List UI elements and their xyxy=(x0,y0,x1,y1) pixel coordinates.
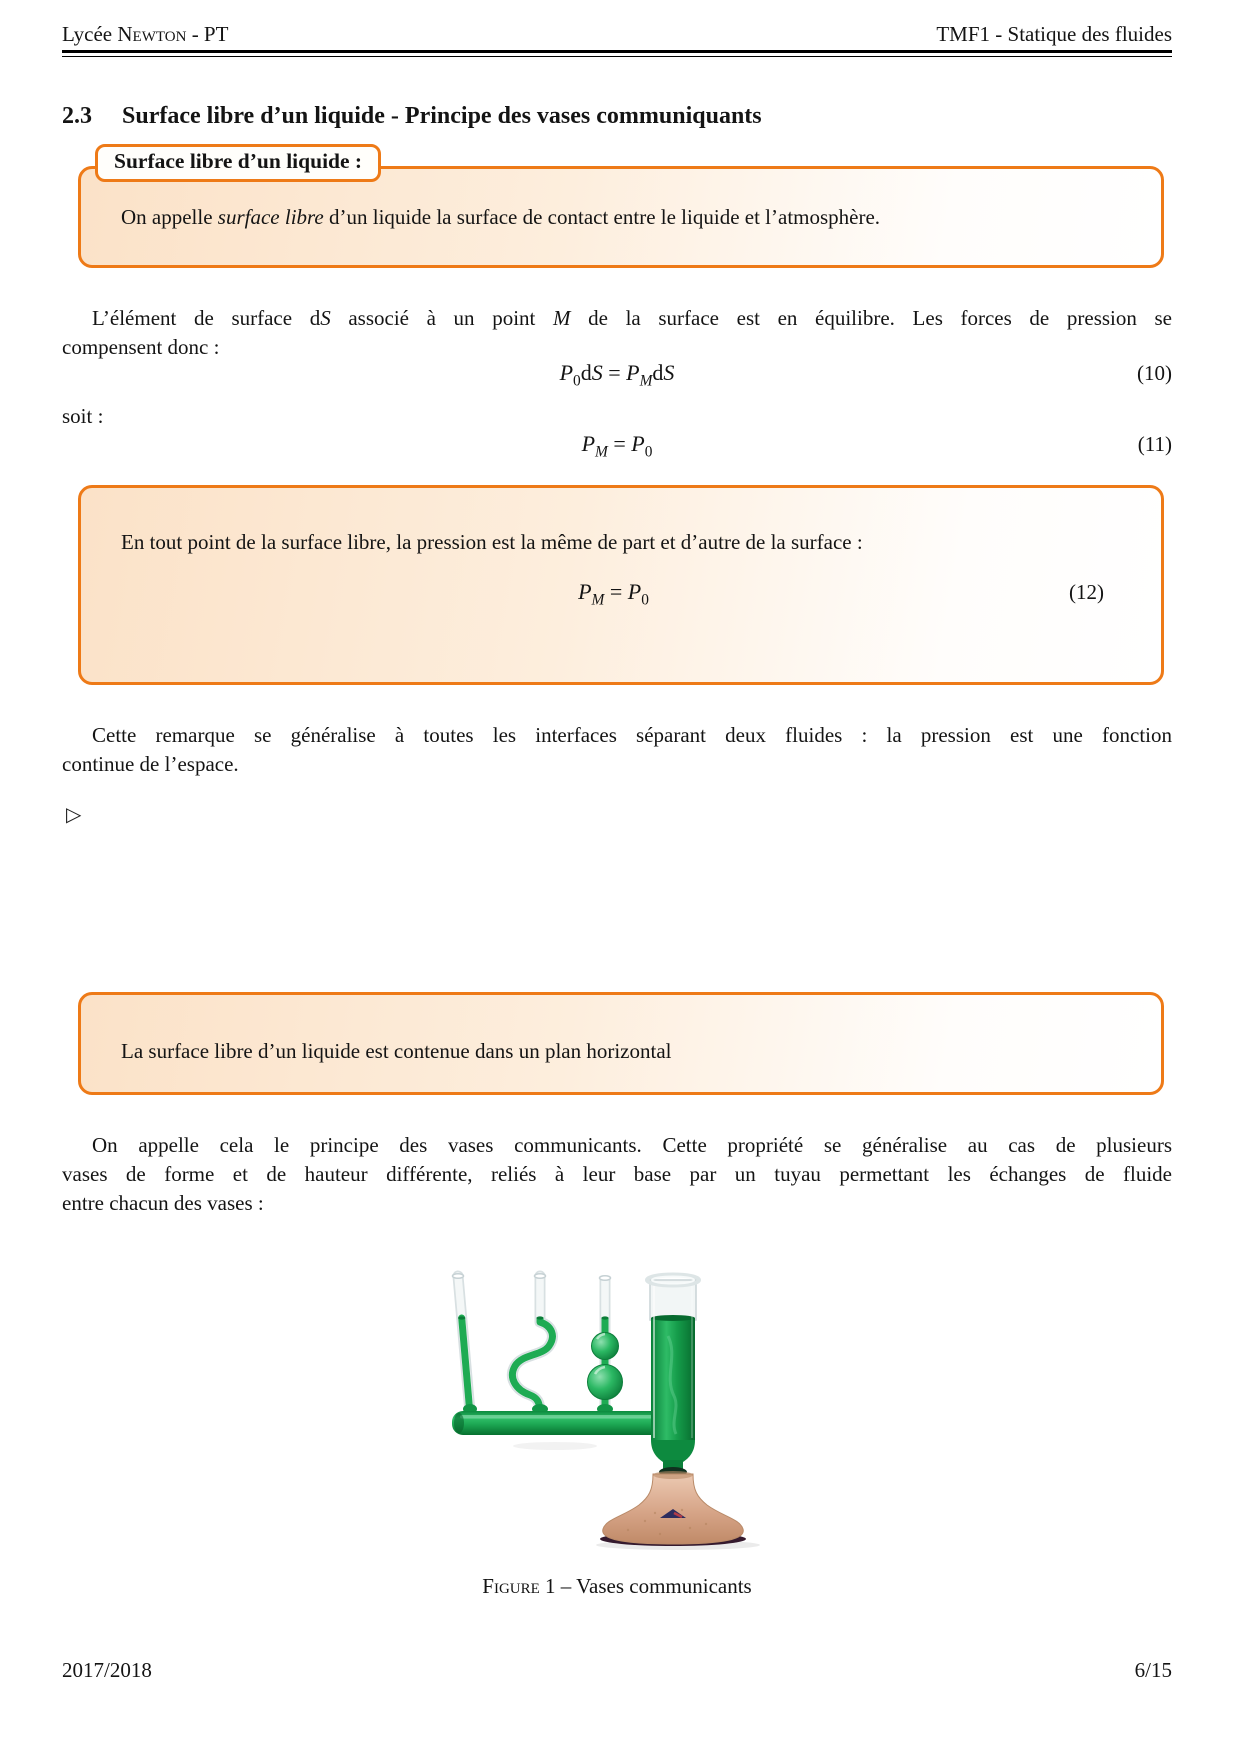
result-box xyxy=(78,485,1164,685)
tube-shadow xyxy=(513,1442,597,1450)
equation-12 xyxy=(121,579,1106,609)
section-heading xyxy=(62,103,1172,130)
header-rule-thin xyxy=(62,56,1172,57)
definition-text: On appelle surface libre d’un liquide la surface de contact entre le liquide et l’atmosphère. xyxy=(121,205,881,229)
equation-number: (12) xyxy=(1069,580,1104,604)
vases-communicants-figure xyxy=(450,1266,790,1551)
horizontal-plane-box xyxy=(78,992,1164,1095)
paragraph-line: vases de forme et de hauteur différente, reliés à leur base par un tuyau permettant les échanges de fluide xyxy=(62,1162,1172,1186)
section-title: Surface libre d’un liquide - Principe des vases communiquants xyxy=(122,103,762,129)
triangle-right-icon: ▷ xyxy=(66,802,82,826)
bulb-tube xyxy=(588,1276,623,1414)
header-course: TMF1 - Statique des fluides xyxy=(936,22,1172,46)
result-text: En tout point de la surface libre, la pression est la même de part et d’autre de la surface : xyxy=(121,530,863,554)
page-header xyxy=(62,22,1172,47)
paragraph-line: Cette remarque se généralise à toutes les interfaces séparant deux fluides : la pression est une fonction xyxy=(92,723,1172,747)
meniscus xyxy=(651,1315,695,1321)
definition-box-tab: Surface libre d’un liquide : xyxy=(95,144,381,182)
header-school: Lycée Newton - PT xyxy=(62,22,229,46)
lower-bulb xyxy=(588,1365,623,1400)
paragraph-line: L’élément de surface dS associé à un point M de la surface est en équilibre. Les forces de pression se xyxy=(92,306,1173,330)
equation-10 xyxy=(62,360,1172,390)
header-rule-thick xyxy=(62,50,1172,53)
footer-year: 2017/2018 xyxy=(62,1658,152,1682)
equation-body: $P_M = P_0$ xyxy=(581,431,653,461)
paragraph-soit: soit : xyxy=(62,404,104,428)
equation-body: $P_0dS = P_MdS$ xyxy=(559,360,675,390)
equation-number: (10) xyxy=(1137,361,1172,385)
connecting-tube xyxy=(452,1411,664,1435)
cylinder-tube xyxy=(647,1275,699,1478)
paragraph-remarque xyxy=(62,721,1172,779)
definition-box xyxy=(78,149,1164,268)
paragraph-surface-element xyxy=(62,304,1172,362)
paragraph-vases xyxy=(62,1131,1172,1218)
equation-number: (11) xyxy=(1137,432,1172,456)
section-number: 2.3 xyxy=(62,103,92,129)
paragraph-line: On appelle cela le principe des vases communicants. Cette propriété se généralise au cas de plusieurs xyxy=(92,1133,1172,1157)
equation-11 xyxy=(62,431,1172,461)
paragraph-line: compensent donc : xyxy=(62,335,220,359)
slanted-tube xyxy=(453,1274,471,1412)
paragraph-line: continue de l’espace. xyxy=(62,752,239,776)
paragraph-line: entre chacun des vases : xyxy=(62,1191,264,1215)
figure-caption: Figure 1 – Vases communicants xyxy=(482,1574,752,1598)
upper-bulb xyxy=(592,1333,619,1360)
wooden-base xyxy=(600,1471,746,1546)
footer-page-number: 6/15 xyxy=(1134,1658,1172,1682)
serpentine-tube xyxy=(512,1274,552,1414)
equation-body: $P_M = P_0$ xyxy=(578,579,649,609)
page-footer xyxy=(62,1658,1172,1683)
horizontal-plane-text: La surface libre d’un liquide est contenue dans un plan horizontal xyxy=(121,1039,672,1063)
